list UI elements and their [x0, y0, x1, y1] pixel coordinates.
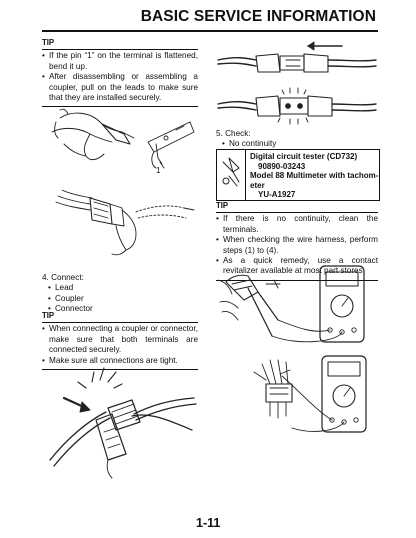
tip-item: • If there is no continuity, clean the terminals. — [216, 214, 378, 235]
step-item: • Connector — [42, 304, 198, 314]
special-tool-box — [216, 149, 380, 201]
step-item: • Lead — [42, 283, 198, 293]
coupler-pull-illustration — [52, 190, 198, 260]
tip-item: • When checking the wire harness, perform steps (1) to (4). — [216, 235, 378, 256]
header-rule — [42, 30, 378, 32]
tip-item: • As a quick remedy, use a contact revitalizer available at most part stores. — [216, 256, 378, 277]
step-5-block — [216, 129, 378, 150]
tool-line: 90890-03243 — [258, 161, 306, 171]
tip-block-1 — [42, 38, 198, 107]
step-title: 4. Connect: — [42, 273, 84, 282]
coupler-connect-illustration — [46, 360, 198, 490]
step-item: • Coupler — [42, 294, 198, 304]
multimeter-wire-check-illustration — [240, 354, 380, 436]
tip-label: TIP — [42, 38, 198, 50]
step-4-block — [42, 273, 198, 315]
bend-pin-illustration — [42, 104, 198, 188]
multimeter-icon — [217, 150, 246, 200]
tip-item: • When connecting a coupler or connector, make sure that both terminals are connected securely. — [42, 324, 198, 355]
connector-disconnect-illustration — [216, 38, 378, 126]
step-item: • No continuity — [216, 139, 378, 149]
step-title: 5. Check: — [216, 129, 251, 138]
tool-line: Model 88 Multimeter with tachom- — [250, 171, 379, 181]
page-header — [0, 0, 416, 32]
tool-line: eter — [250, 180, 265, 190]
tip-label: TIP — [42, 311, 198, 323]
callout-number: 1 — [156, 166, 161, 175]
tip-item: • Make sure all connections are tight. — [42, 356, 198, 366]
tool-line: YU-A1927 — [258, 190, 296, 200]
tip-item: • If the pin “1” on the terminal is flattened, bend it up. — [42, 51, 198, 72]
tip-label: TIP — [216, 201, 378, 213]
tool-line: Digital circuit tester (CD732) — [250, 152, 358, 161]
tip-item: • After disassembling or assembling a coupler, pull on the leads to make sure that they are installed securely. — [42, 72, 198, 103]
page-number: 1-11 — [196, 516, 221, 530]
page-title: BASIC SERVICE INFORMATION — [140, 8, 376, 25]
multimeter-coupler-illustration — [218, 262, 378, 346]
